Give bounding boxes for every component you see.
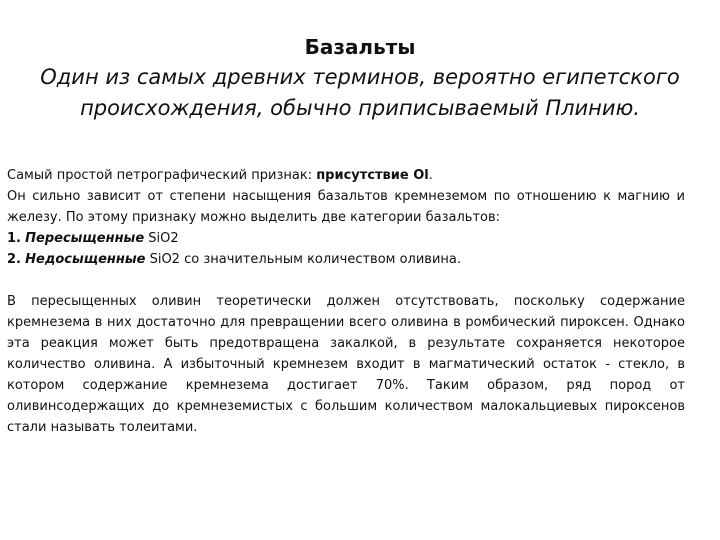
intro-text: Самый простой петрографический признак:	[7, 168, 317, 183]
list-rest-1: SiO2	[144, 231, 179, 246]
list-term-2: Недосыщенные	[25, 252, 146, 267]
intro-end: .	[428, 168, 433, 183]
list-term-1: Пересыщенные	[25, 231, 145, 246]
list-item-1	[7, 228, 685, 249]
slide-subtitle: Один из самых древних терминов, вероятно египетского происхождения, обычно приписываемый Плинию.	[40, 65, 680, 120]
slide-title: Базальты	[304, 35, 416, 59]
paragraph-2: В пересыщенных оливин теоретически должен отсутствовать, поскольку содержание кремнезема в них достаточно для превращении всего оливина в ромбический пироксен. Однако эта реакция может быть предотвращена закалкой, в результате сохраняется некоторое количество оливина. А избыточный кремнезем входит в магматический остаток - стекло, в котором содержание кремнезема достигает 70%. Таким образом, ряд пород от оливинсодержащих до кремнеземистых с большим количеством малокальциевых пироксенов стали называть толеитами.	[7, 294, 685, 435]
intro-emphasis: присутствие Ol	[316, 168, 429, 183]
list-item-2	[7, 249, 685, 270]
list-number-2: 2.	[7, 252, 21, 267]
spacer	[7, 270, 685, 291]
list-rest-2: SiO2 со значительным количеством оливина.	[145, 252, 462, 267]
list-number-1: 1.	[7, 231, 21, 246]
paragraph-1: Он сильно зависит от степени насыщения базальтов кремнеземом по отношению к магнию и железу. По этому признаку можно выделить две категории базальтов:	[7, 189, 685, 225]
intro-line	[7, 165, 685, 186]
slide-body	[7, 165, 685, 438]
